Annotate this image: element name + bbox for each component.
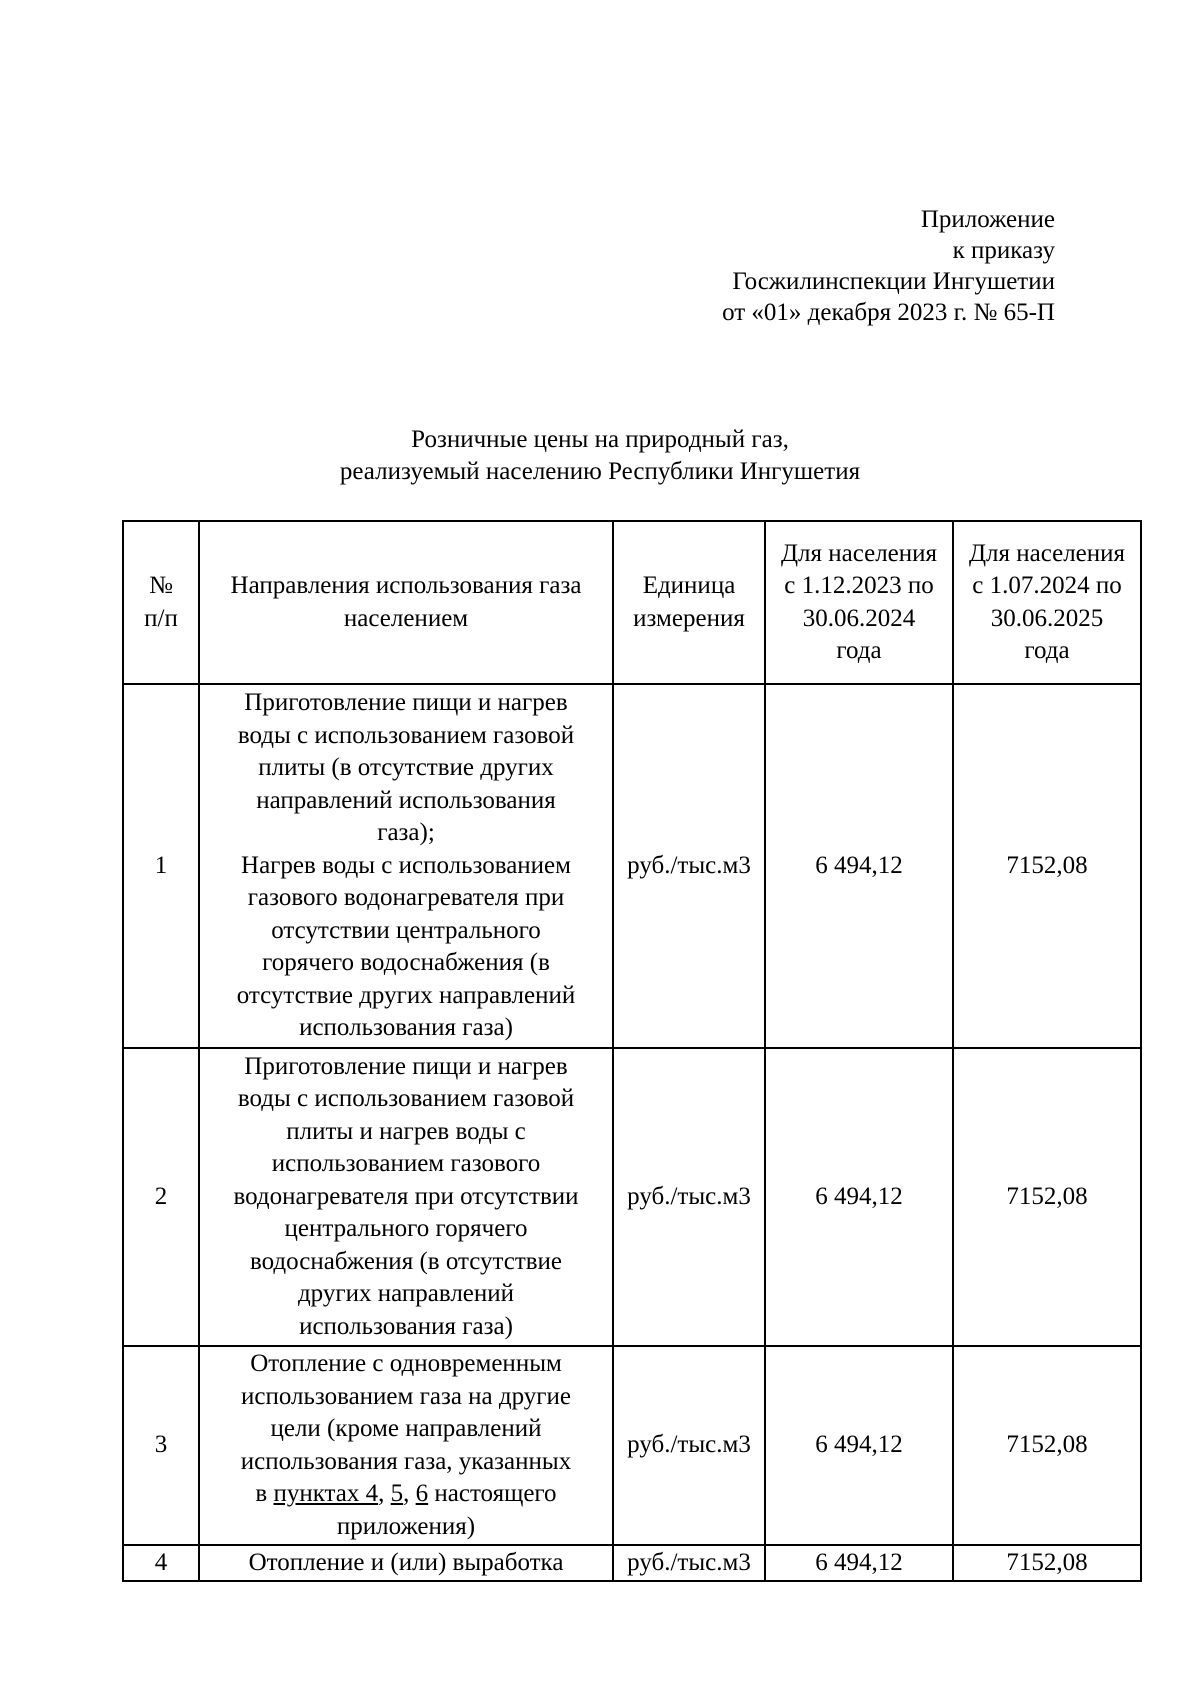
direction-line: использованием газа на другие [240, 1382, 572, 1410]
point-6-link[interactable]: 6 [415, 1480, 429, 1507]
direction-line: использования газа) [299, 1312, 513, 1340]
direction-line: цели (кроме направлений [270, 1415, 542, 1442]
header-direction [199, 521, 613, 684]
direction-line: отсутствие других направлений [236, 981, 576, 1009]
direction-line: Нагрев воды с использованием [241, 851, 571, 879]
row-unit: руб./тыс.м3 [613, 1346, 765, 1545]
attachment-line: от «01» декабря 2023 г. № 65-П [722, 299, 1055, 326]
direction-line: центрального горячего [284, 1215, 528, 1243]
row-price-period1: 6 494,12 [765, 684, 953, 1048]
direction-line: плиты и нагрев воды с [286, 1117, 526, 1145]
direction-line: Отопление и (или) выработка [248, 1548, 564, 1576]
direction-line: использованием газового [271, 1150, 541, 1178]
row-price-period1: 6 494,12 [765, 1346, 953, 1545]
point-4-link[interactable]: пунктах 4 [273, 1480, 379, 1507]
attachment-line: Приложение [920, 206, 1055, 233]
direction-line: Приготовление пищи и нагрев [244, 689, 568, 717]
header-period2 [953, 521, 1141, 684]
header-unit [613, 521, 765, 684]
row-num: 4 [123, 1545, 199, 1581]
attachment-line: к приказу [952, 237, 1055, 264]
direction-line: водонагревателя при отсутствии [233, 1182, 579, 1210]
header-text: Для населения [780, 539, 938, 567]
attachment-line: Госжилинспекции Ингушетии [732, 268, 1055, 295]
header-text: с 1.12.2023 по [784, 572, 934, 599]
direction-line: использования газа) [299, 1014, 513, 1042]
header-text: года [1024, 637, 1070, 664]
row-price-period1: 6 494,12 [765, 1545, 953, 1581]
table-row [123, 684, 1141, 1048]
direction-line: газа); [377, 819, 435, 847]
ref-prefix: в [255, 1480, 274, 1507]
direction-line: использования газа, указанных [240, 1447, 572, 1475]
direction-line: воды с использованием газовой [237, 1085, 575, 1113]
point-5-link[interactable]: 5 [390, 1480, 404, 1507]
header-text: 30.06.2024 [802, 604, 916, 632]
row-unit: руб./тыс.м3 [613, 1545, 765, 1581]
header-num [123, 521, 199, 684]
row-num: 1 [123, 684, 199, 1048]
header-text: года [836, 637, 882, 664]
table-row [123, 1346, 1141, 1545]
direction-line: отсутствии центрального [271, 916, 541, 944]
row-direction [199, 1545, 613, 1581]
direction-line: Приготовление пищи и нагрев [244, 1052, 568, 1080]
table-header-row [123, 521, 1141, 684]
header-text: Для населения [968, 539, 1126, 567]
row-price-period2: 7152,08 [953, 1346, 1141, 1545]
header-text: Направления использования газа [230, 572, 582, 599]
header-text: Единица [642, 572, 736, 599]
header-text: с 1.07.2024 по [972, 572, 1122, 599]
ref-suffix: настоящего [428, 1480, 557, 1507]
attachment-block [722, 204, 1055, 328]
row-unit: руб./тыс.м3 [613, 1048, 765, 1346]
title-line: Розничные цены на природный газ, [411, 426, 789, 453]
header-text: № [149, 572, 173, 599]
direction-line: плиты (в отсутствие других [258, 754, 554, 782]
price-table [122, 520, 1142, 1582]
row-price-period1: 6 494,12 [765, 1048, 953, 1346]
header-text: измерения [633, 604, 745, 632]
row-unit: руб./тыс.м3 [613, 684, 765, 1048]
header-period1 [765, 521, 953, 684]
direction-line: направлений использования [256, 786, 556, 814]
direction-line: газового водонагревателя при [247, 884, 565, 912]
ref-separator: , [378, 1480, 391, 1507]
direction-line: горячего водоснабжения (в [262, 949, 550, 977]
row-direction [199, 1048, 613, 1346]
header-text: п/п [144, 604, 178, 632]
row-direction [199, 1346, 613, 1545]
direction-line: приложения) [336, 1512, 476, 1540]
row-num: 3 [123, 1346, 199, 1545]
direction-line: других направлений [297, 1280, 515, 1308]
row-num: 2 [123, 1048, 199, 1346]
direction-line: воды с использованием газовой [237, 721, 575, 749]
document-title [0, 424, 1200, 488]
row-price-period2: 7152,08 [953, 1048, 1141, 1346]
row-price-period2: 7152,08 [953, 1545, 1141, 1581]
row-direction [199, 684, 613, 1048]
direction-line-with-refs [204, 1478, 608, 1511]
table-row [123, 1048, 1141, 1346]
direction-line: Отопление с одновременным [250, 1350, 562, 1377]
header-text: населением [343, 604, 469, 632]
header-text: 30.06.2025 [990, 604, 1104, 632]
direction-line: водоснабжения (в отсутствие [249, 1247, 563, 1275]
title-line: реализуемый населению Республики Ингушетия [339, 458, 861, 485]
ref-separator: , [403, 1480, 416, 1507]
table-row [123, 1545, 1141, 1581]
row-price-period2: 7152,08 [953, 684, 1141, 1048]
